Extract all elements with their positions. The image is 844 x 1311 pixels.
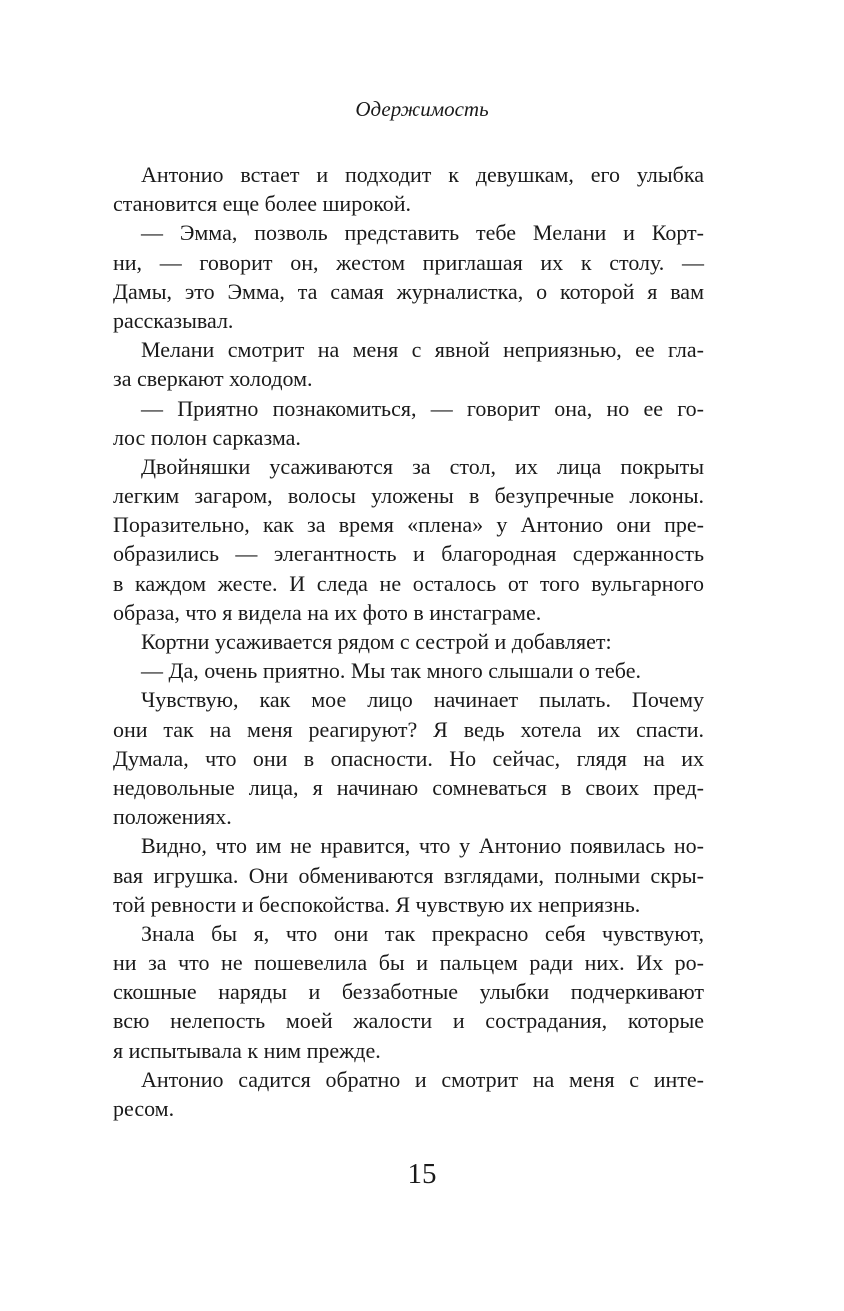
text-line: ни за что не пошевелила бы и пальцем ради них. Их ро- <box>113 950 704 976</box>
body-text <box>113 160 704 1123</box>
text-line: в каждом жесте. И следа не осталось от того вульгарного <box>113 570 704 596</box>
text-line: — Эмма, позволь представить тебе Мелани и Корт- <box>141 220 704 246</box>
text-line: Видно, что им не нравится, что у Антонио появилась но- <box>141 833 704 859</box>
text-line: они так на меня реагируют? Я ведь хотела их спасти. <box>113 716 704 742</box>
text-line: Думала, что они в опасности. Но сейчас, глядя на их <box>113 745 704 771</box>
text-line: — Да, очень приятно. Мы так много слышали о тебе. <box>141 658 641 684</box>
page-number: 15 <box>407 1158 437 1190</box>
text-line: я испытывала к ним прежде. <box>113 1037 381 1063</box>
running-head: Одержимость <box>355 97 489 121</box>
text-line: недовольные лица, я начинаю сомневаться в своих пред- <box>113 774 704 800</box>
text-line: рассказывал. <box>113 307 234 333</box>
text-line: — Приятно познакомиться, — говорит она, но ее го- <box>141 395 704 421</box>
text-line: Антонио встает и подходит к девушкам, его улыбка <box>141 162 704 187</box>
text-line: легким загаром, волосы уложены в безупречные локоны. <box>113 483 704 509</box>
text-line: Поразительно, как за время «плена» у Антонио они пре- <box>113 512 704 538</box>
text-line: вая игрушка. Они обмениваются взглядами, полными скры- <box>113 862 704 888</box>
text-line: Кортни усаживается рядом с сестрой и добавляет: <box>141 629 612 654</box>
text-line: ни, — говорит он, жестом приглашая их к столу. — <box>113 249 704 275</box>
text-line: образились — элегантность и благородная сдержанность <box>113 541 704 567</box>
text-line: Знала бы я, что они так прекрасно себя чувствуют, <box>141 920 704 946</box>
text-line: той ревности и беспокойства. Я чувствую их неприязнь. <box>113 891 641 917</box>
text-line: Чувствую, как мое лицо начинает пылать. Почему <box>141 687 704 713</box>
text-line: скошные наряды и беззаботные улыбки подчеркивают <box>113 979 704 1005</box>
text-line: Дамы, это Эмма, та самая журналистка, о которой я вам <box>113 278 704 304</box>
text-line: становится еще более широкой. <box>113 191 412 217</box>
text-line: всю нелепость моей жалости и сострадания, которые <box>113 1008 704 1034</box>
text-line: лос полон сарказма. <box>113 424 301 450</box>
text-line: Двойняшки усаживаются за стол, их лица покрыты <box>141 453 704 479</box>
text-line: ресом. <box>113 1096 175 1121</box>
text-line: положениях. <box>113 804 232 830</box>
text-line: Мелани смотрит на меня с явной неприязнью, ее гла- <box>141 337 704 363</box>
text-line: образа, что я видела на их фото в инстаграме. <box>113 599 542 625</box>
text-line: Антонио садится обратно и смотрит на меня с инте- <box>141 1066 704 1092</box>
text-line: за сверкают холодом. <box>113 366 313 392</box>
